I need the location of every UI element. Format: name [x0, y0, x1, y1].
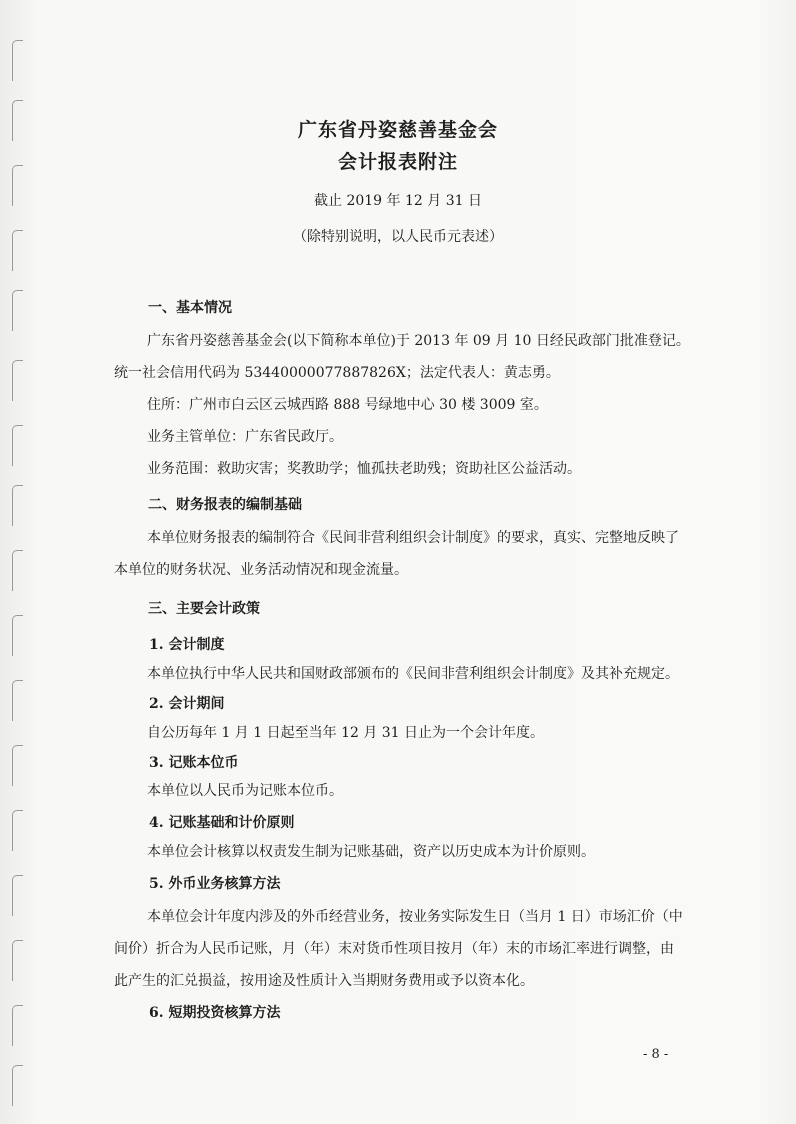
binding-hole-mark — [12, 745, 23, 786]
binding-hole-mark — [12, 40, 23, 81]
paragraph-line: 本单位的财务状况、业务活动情况和现金流量。 — [114, 562, 408, 578]
paragraph-line: 本单位财务报表的编制符合《民间非营利组织会计制度》的要求，真实、完整地反映了 — [147, 530, 679, 546]
paragraph-line: 间价）折合为人民币记账，月（年）末对货币性项目按月（年）末的市场汇率进行调整，由 — [114, 941, 674, 957]
subsection-heading: 1. 会计制度 — [149, 637, 225, 653]
supervisor-line: 业务主管单位：广东省民政厅。 — [147, 429, 343, 445]
paragraph-line: 广东省丹姿慈善基金会(以下简称本单位)于 2013 年 09 月 10 日经民政部门批准登记。 — [147, 333, 690, 349]
binding-hole-mark — [12, 680, 23, 721]
address-line: 住所：广州市白云区云城西路 888 号绿地中心 30 楼 3009 室。 — [147, 397, 548, 413]
doc-title: 会计报表附注 — [337, 151, 458, 173]
org-name: 广东省丹姿慈善基金会 — [297, 119, 498, 141]
binding-hole-mark — [12, 360, 23, 401]
currency-note: （除特别说明，以人民币元表述） — [293, 229, 503, 245]
binding-hole-mark — [12, 550, 23, 591]
as-of-date: 截止 2019 年 12 月 31 日 — [314, 193, 482, 209]
paragraph-line: 本单位执行中华人民共和国财政部颁布的《民间非营利组织会计制度》及其补充规定。 — [147, 666, 679, 682]
binding-hole-mark — [12, 615, 23, 656]
section-heading: 一、基本情况 — [148, 300, 232, 316]
section-heading: 二、财务报表的编制基础 — [148, 497, 302, 513]
binding-hole-mark — [12, 810, 23, 851]
subsection-heading: 2. 会计期间 — [149, 696, 225, 712]
paragraph-line: 本单位以人民币为记账本位币。 — [147, 783, 343, 799]
binding-hole-mark — [12, 875, 23, 916]
binding-hole-mark — [12, 485, 23, 526]
scope-line: 业务范围：救助灾害；奖教助学；恤孤扶老助残；资助社区公益活动。 — [147, 461, 581, 477]
binding-hole-mark — [12, 1065, 23, 1106]
binding-hole-mark — [12, 1005, 23, 1046]
paragraph-line: 此产生的汇兑损益，按用途及性质计入当期财务费用或予以资本化。 — [114, 973, 534, 989]
subsection-heading: 4. 记账基础和计价原则 — [149, 815, 295, 831]
paragraph-line: 本单位会计核算以权责发生制为记账基础，资产以历史成本为计价原则。 — [147, 844, 595, 860]
page-number: - 8 - — [643, 1047, 669, 1062]
paragraph-line: 统一社会信用代码为 53440000077887826X；法定代表人：黄志勇。 — [114, 365, 560, 381]
section-heading: 三、主要会计政策 — [148, 601, 260, 617]
paragraph-line: 本单位会计年度内涉及的外币经营业务，按业务实际发生日（当月 1 日）市场汇价（中 — [147, 909, 683, 925]
binding-hole-mark — [12, 940, 23, 981]
binding-hole-mark — [12, 290, 23, 331]
subsection-heading: 5. 外币业务核算方法 — [149, 876, 281, 892]
binding-hole-mark — [12, 425, 23, 466]
subsection-heading: 3. 记账本位币 — [149, 755, 239, 771]
subsection-heading: 6. 短期投资核算方法 — [149, 1005, 281, 1021]
paragraph-line: 自公历每年 1 月 1 日起至当年 12 月 31 日止为一个会计年度。 — [147, 725, 545, 741]
